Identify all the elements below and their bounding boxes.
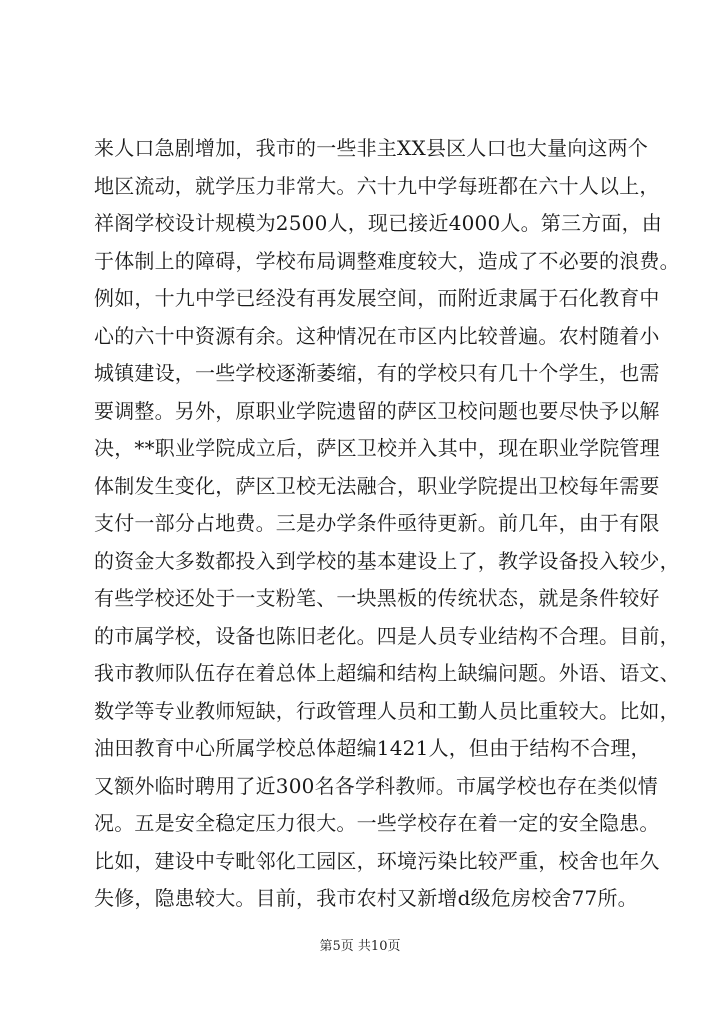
text-line: 要调整。另外，原职业学院遗留的萨区卫校问题也要尽快予以解 <box>94 398 660 423</box>
page-number: 第5页 共10页 <box>319 939 401 954</box>
text-line: 心的六十中资源有余。这种情况在市区内比较普遍。农村随着小 <box>94 323 660 348</box>
text-line: 油田教育中心所属学校总体超编1421人，但由于结构不合理， <box>94 736 651 760</box>
text-line: 的资金大多数都投入到学校的基本建设上了，教学设备投入较少， <box>94 548 680 573</box>
text-line: 我市教师队伍存在着总体上超编和结构上缺编问题。外语、语文、 <box>94 661 680 685</box>
text-line: 城镇建设，一些学校逐渐萎缩，有的学校只有几十个学生，也需 <box>94 361 660 385</box>
text-line: 来人口急剧增加，我市的一些非主XX县区人口也大量向这两个 <box>94 136 649 160</box>
text-line: 数学等专业教师短缺，行政管理人员和工勤人员比重较大。比如， <box>94 698 680 723</box>
text-line: 祥阁学校设计规模为2500人，现已接近4000人。第三方面，由 <box>94 211 662 235</box>
text-line: 支付一部分占地费。三是办学条件亟待更新。前几年，由于有限 <box>94 511 660 535</box>
text-line: 例如，十九中学已经没有再发展空间，而附近隶属于石化教育中 <box>94 286 660 310</box>
text-line: 失修，隐患较大。目前，我市农村又新增d级危房校舍77所。 <box>94 886 638 910</box>
page-footer <box>0 938 720 956</box>
text-line: 的市属学校，设备也陈旧老化。四是人员专业结构不合理。目前， <box>94 623 680 648</box>
text-line: 地区流动，就学压力非常大。六十九中学每班都在六十人以上， <box>94 173 660 198</box>
text-line: 决，**职业学院成立后，萨区卫校并入其中，现在职业学院管理 <box>94 436 660 460</box>
text-line: 比如，建设中专毗邻化工园区，环境污染比较严重，校舍也年久 <box>94 848 660 873</box>
text-line: 又额外临时聘用了近300名各学科教师。市属学校也存在类似情 <box>94 773 658 798</box>
text-line: 于体制上的障碍，学校布局调整难度较大，造成了不必要的浪费。 <box>94 248 680 273</box>
text-line: 体制发生变化，萨区卫校无法融合，职业学院提出卫校每年需要 <box>94 473 660 498</box>
text-line: 有些学校还处于一支粉笔、一块黑板的传统状态，就是条件较好 <box>94 586 660 610</box>
text-line: 况。五是安全稳定压力很大。一些学校存在着一定的安全隐患。 <box>94 811 660 835</box>
body-text <box>94 130 680 918</box>
